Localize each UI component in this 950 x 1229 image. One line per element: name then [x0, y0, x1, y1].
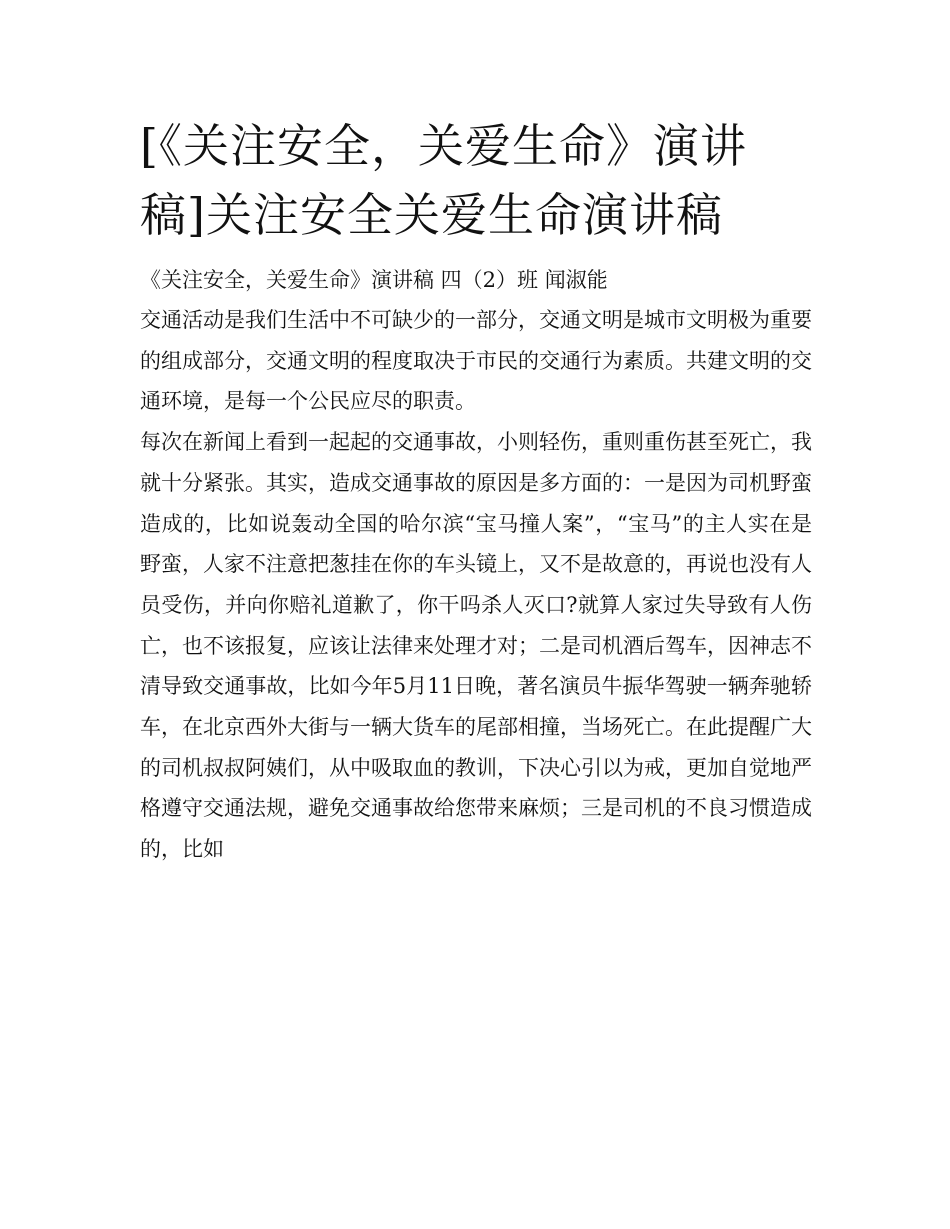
document-body: [140, 300, 812, 870]
document-subtitle: 《关注安全，关爱生命》演讲稿 四（2）班 闻淑能: [140, 268, 608, 292]
body-paragraph: 每次在新闻上看到一起起的交通事故，小则轻伤，重则重伤甚至死亡，我就十分紧张。其实，造成交通事故的原因是多方面的：一是因为司机野蛮造成的，比如说轰动全国的哈尔滨“宝马撞人案”，“宝马”的主人实在是野蛮，人家不注意把葱挂在你的车头镜上，又不是故意的，再说也没有人员受伤，并向你赔礼道歉了，你干吗杀人灭口?就算人家过失导致有人伤亡，也不该报复，应该让法律来处理才对；二是司机酒后驾车，因神志不清导致交通事故，比如今年5月11日晚，著名演员牛振华驾驶一辆奔驰轿车，在北京西外大街与一辆大货车的尾部相撞，当场死亡。在此提醒广大的司机叔叔阿姨们，从中吸取血的教训，下决心引以为戒，更加自觉地严格遵守交通法规，避免交通事故给您带来麻烦；三是司机的不良习惯造成的，比如: [140, 430, 812, 862]
document-content: [140, 112, 812, 870]
document-title: [《关注安全，关爱生命》演讲稿]关注安全关爱生命演讲稿: [140, 119, 747, 242]
body-paragraph: 交通活动是我们生活中不可缺少的一部分，交通文明是城市文明极为重要的组成部分，交通文明的程度取决于市民的交通行为素质。共建文明的交通环境，是每一个公民应尽的职责。: [140, 308, 812, 414]
